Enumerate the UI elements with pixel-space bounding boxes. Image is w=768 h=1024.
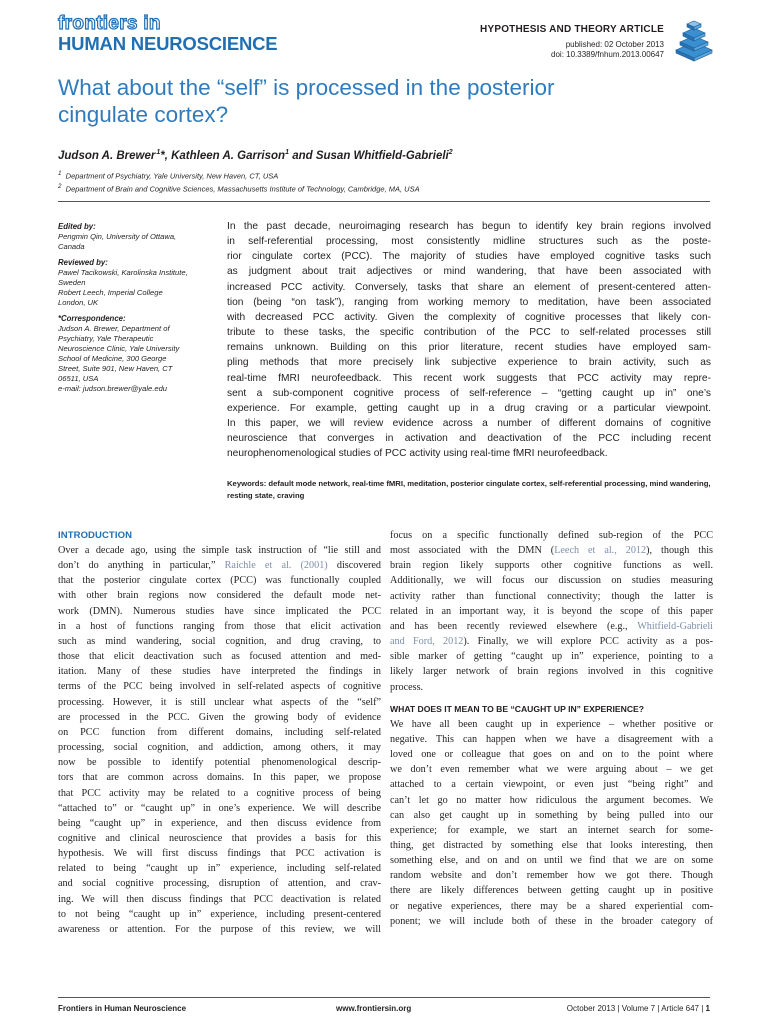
text-line (58, 801, 381, 816)
affiliation (58, 170, 278, 181)
text-run: neurophenomenological studies of PCC activity using real-time fMRI neurofeedback. (227, 448, 608, 460)
text-line (390, 868, 713, 883)
footer-divider (58, 997, 710, 998)
text-run: ing. We will then discuss findings that PCC deactivation is related (58, 893, 381, 905)
abstract (227, 219, 711, 462)
text-line (390, 823, 713, 838)
text-run: in self-referential processing, most consistently midline structures such as the poste- (227, 236, 711, 248)
text-run: increased PCC activity. Conversely, tasks that share an element of present-centered atten- (227, 281, 711, 293)
text-line (58, 664, 381, 679)
text-run: being “caught up” in experience, and then discuss evidence from (58, 817, 381, 829)
introduction-continued-text (390, 528, 713, 695)
text-line (390, 664, 713, 679)
footer-website-link[interactable]: www.frontiersin.org (336, 1004, 412, 1013)
text-run: awareness or attention. For the purpose of this review, we will (58, 923, 381, 935)
text-line (390, 747, 713, 762)
text-run: processing, social cognition, and addiction, among others, it may (58, 742, 381, 754)
sidebar-line: Street, Suite 901, New Haven, CT (58, 364, 173, 373)
author-name[interactable]: Kathleen A. Garrison (171, 149, 286, 162)
text-run: sent a sub-component cognitive process of self-reference – “getting caught up in” one’s (227, 387, 711, 399)
text-line (227, 234, 711, 249)
correspondence-heading: *Correspondence: (58, 314, 126, 323)
text-line (58, 861, 381, 876)
text-line (58, 695, 381, 710)
publication-info (551, 40, 664, 60)
text-run: Additionally, we will focus our discussion on studies measuring (390, 575, 713, 587)
text-line (58, 740, 381, 755)
author-list (58, 149, 453, 162)
text-run: we don’t even remember what we were arguing about – we get (390, 764, 713, 776)
text-run: discovered (327, 560, 381, 572)
text-line (390, 573, 713, 588)
text-line (390, 558, 713, 573)
footer-issue-info (567, 1004, 710, 1013)
text-run: there are likely differences between getting caught up in positive (390, 885, 713, 897)
text-line (58, 831, 381, 846)
reviewed-by-heading: Reviewed by: (58, 258, 108, 267)
text-line (58, 649, 381, 664)
email-link[interactable]: e-mail: judson.brewer@yale.edu (58, 384, 168, 393)
text-line (390, 883, 713, 898)
footer-issue-text: October 2013 | Volume 7 | Article 647 | (566, 1004, 704, 1013)
text-line (390, 680, 713, 695)
text-line (58, 543, 381, 558)
text-line (58, 573, 381, 588)
text-run: attached to a certain viewpoint, or even just “being right” and (390, 779, 713, 791)
author-name[interactable]: Susan Whitfield-Gabrieli (315, 149, 449, 162)
text-run: tion (being “on task”), ranging from working memory to meditation, have been associated (227, 296, 711, 308)
text-line (227, 340, 711, 355)
text-run: ponent; we will include both of these in the broader category of (390, 915, 713, 927)
text-line (227, 295, 711, 310)
sidebar-line: School of Medicine, 300 George (58, 354, 167, 363)
text-run: process. (390, 681, 424, 693)
affiliation-text: Department of Psychiatry, Yale University, New Haven, CT, USA (65, 171, 279, 181)
text-run: or negative experiences, there may be a shared experiential com- (390, 900, 713, 912)
text-line (58, 816, 381, 831)
text-run: rior cingulate cortex (PCC). The majority of studies have employed cognitive tasks such (227, 251, 711, 263)
text-line (227, 219, 711, 234)
text-run: work (DMN). Numerous studies have since implicated the PCC (58, 605, 381, 617)
text-run: terms of the PCC being involved in self-related aspects of cognitive (58, 681, 381, 693)
text-run: hypothesis. We will first discuss findings that PCC activation is (58, 848, 381, 860)
text-run: now be possible to identify potential phenomenological descrip- (58, 757, 381, 769)
text-run: that the posterior cingulate cortex (PCC) was functionally coupled (58, 575, 381, 587)
affiliation-text: Department of Brain and Cognitive Sciences, Massachusetts Institute of Technology, Cambridge, MA, USA (65, 184, 420, 194)
header-divider (58, 201, 710, 202)
citation-link[interactable]: Leech et al., 2012 (554, 545, 647, 557)
text-line (58, 710, 381, 725)
journal-logo[interactable] (58, 14, 318, 54)
article-title (58, 74, 698, 128)
text-line (390, 838, 713, 853)
text-run: remains unknown. Building on this prior literature, recent studies have employed sam- (227, 342, 711, 354)
text-run: activity rather than functional connectivity; though the latter is (390, 590, 713, 602)
text-run: Over a decade ago, using the simple task instruction of “lie still and (58, 545, 381, 556)
text-run: with other brain regions now considered the default mode net- (58, 590, 381, 602)
article-type: HYPOTHESIS AND THEORY ARTICLE (480, 24, 664, 35)
text-line (58, 846, 381, 861)
text-run: that PCC activity may be related to a cognitive process of being (58, 787, 381, 799)
text-line (390, 604, 713, 619)
text-line (227, 280, 711, 295)
sidebar-line: Neuroscience Clinic, Yale University (58, 344, 180, 353)
affiliation-number: 2 (58, 183, 62, 190)
published-date: published: 02 October 2013 (565, 40, 664, 49)
text-run: and social cognitive processing, disruption of attention, and crav- (58, 878, 381, 890)
text-line (227, 264, 711, 279)
text-run: cognitive and clinical neuroscience that provides a basis for this (58, 832, 381, 844)
text-line (227, 310, 711, 325)
text-run: related to being “caught up in” experience, including self-related (58, 863, 381, 875)
caught-up-section-text (390, 717, 713, 929)
editorial-sidebar (58, 222, 218, 394)
text-line (58, 907, 381, 922)
text-line (58, 876, 381, 891)
text-line (227, 446, 711, 461)
text-run: “attached to” or “caught up” in one’s experience. We will describe (58, 802, 381, 814)
text-line (390, 649, 713, 664)
author-affiliation-mark: 1 (285, 149, 289, 156)
text-run: to not being “caught up in” experience, including present-centered (58, 908, 381, 920)
text-line (227, 355, 711, 370)
author-name[interactable]: Judson A. Brewer (58, 149, 156, 162)
text-run: pling methods that more precisely link subjective experience to brain activity, such as (227, 357, 711, 369)
text-line (58, 755, 381, 770)
introduction-text (58, 543, 381, 937)
text-run: real-time fMRI neurofeedback. This recent work suggests that PCC activity may repre- (227, 372, 711, 384)
text-line (390, 853, 713, 868)
text-run: experience. For example, getting caught up in a drug craving or a particular viewpoint. (227, 402, 711, 414)
affiliation (58, 183, 420, 194)
sidebar-line: Robert Leech, Imperial College (58, 288, 163, 297)
author-conjunction: and (292, 149, 313, 162)
text-line (58, 634, 381, 649)
text-line (58, 770, 381, 785)
text-line (390, 762, 713, 777)
text-line (58, 588, 381, 603)
text-run: in a host of functions ranging from those that elicit activation (58, 620, 381, 632)
text-line (58, 679, 381, 694)
text-line (227, 249, 711, 264)
text-run: are processed in the PCC. Given the growing body of evidence (58, 711, 381, 723)
sidebar-line: Sweden (58, 278, 86, 287)
text-line (58, 558, 381, 573)
text-line (390, 793, 713, 808)
text-run: experience; for example, we start an internet search for some- (390, 824, 713, 836)
text-line (390, 914, 713, 929)
text-line (390, 899, 713, 914)
text-run: We have all been caught up in experience – whether positive or (390, 718, 713, 730)
edited-by-heading: Edited by: (58, 222, 96, 231)
text-line (390, 528, 713, 543)
citation-link[interactable]: Whitfield-Gabrieli (637, 620, 713, 632)
text-run: itation. Many of these studies have interpreted the findings in (58, 666, 381, 678)
text-run: focus on a specific functionally defined sub-region of the PCC (390, 530, 713, 541)
page-number: 1 (705, 1004, 710, 1013)
text-run: can’t let go no matter how ridiculous the argument becomes. We (390, 794, 713, 806)
sidebar-line: Judson A. Brewer, Department of (58, 324, 170, 333)
text-run: brain region likely supports other cognitive functions as well. (390, 560, 713, 572)
sidebar-line: Canada (58, 242, 85, 251)
text-run: on PCC function from different domains, including self-related (58, 726, 381, 738)
text-run: random website and don’t remember how we got there. Though (390, 870, 713, 882)
text-line (58, 892, 381, 907)
section-heading-caught-up: WHAT DOES IT MEAN TO BE “CAUGHT UP IN” EXPERIENCE? (390, 703, 645, 714)
sidebar-line: Pengmin Qin, University of Ottawa, (58, 232, 177, 241)
text-line (58, 922, 381, 937)
text-run: sible marker of getting “caught up in” experience, pointing to a (390, 651, 713, 663)
section-heading-introduction: INTRODUCTION (58, 530, 133, 541)
text-line (390, 589, 713, 604)
text-run: thing, get distracted by something else that looks interesting, then (390, 839, 713, 851)
text-line (58, 604, 381, 619)
logo-journal-name: HUMAN NEUROSCIENCE (58, 33, 278, 54)
sidebar-line: 06511, USA (58, 374, 99, 383)
text-run: likely larger network of brain regions involved in this cognitive (390, 666, 713, 678)
text-run: ). Finally, we will explore PCC activity as a pos- (463, 636, 713, 648)
text-run: most associated with the DMN ( (390, 545, 555, 557)
text-line (390, 808, 713, 823)
article-title-line: What about the “self” is processed in the posterior (58, 75, 555, 100)
sidebar-line: Pawel Tacikowski, Karolinska Institute, (58, 268, 188, 277)
author-affiliation-mark: 1 (156, 149, 161, 156)
text-run: with decreased PCC activity. Given the complexity of cognitive processes that likely con- (227, 311, 711, 323)
logo-frontiers-text: frontiers in (58, 13, 161, 34)
text-run: loved one or colleague that goes on and on to the point where (390, 749, 713, 761)
body-column-left (58, 528, 381, 937)
text-run: tribute to these tasks, the specific contribution of the PCC to self-related processes still (227, 327, 711, 339)
text-line (227, 325, 711, 340)
sidebar-line: London, UK (58, 298, 99, 307)
text-run: such as mind wandering, social cognition, and drug craving, to (58, 635, 381, 647)
text-line (227, 386, 711, 401)
body-column-right (390, 528, 713, 929)
text-run: negative. This can happen when we have a disagreement with a (390, 733, 713, 745)
text-run: can also get caught up in something by being pulled into our (390, 809, 713, 821)
text-run: ), though this (646, 545, 713, 557)
sidebar-line: Psychiatry, Yale Therapeutic (58, 334, 154, 343)
stacked-blocks-icon (672, 14, 716, 62)
affiliation-number: 1 (58, 170, 62, 177)
text-run: related in an important way, it is beyond the scope of this paper (390, 605, 713, 617)
footer-journal-name: Frontiers in Human Neuroscience (58, 1004, 187, 1013)
text-run: In the past decade, neuroimaging research has begun to identify key brain regions involved (227, 221, 711, 232)
text-run: don’t do anything in particular,” (58, 560, 225, 572)
text-line (227, 371, 711, 386)
text-line (390, 717, 713, 732)
text-run: something else, and on and on until we find that we are on some (390, 855, 713, 867)
text-line (227, 416, 711, 431)
text-run: as judgment about trait adjectives or mind wandering, that have been associated with (227, 266, 711, 278)
text-line (58, 619, 381, 634)
text-line (390, 732, 713, 747)
text-run: processing. However, it is still unclear what aspects of the “self” (58, 696, 381, 708)
text-line (227, 431, 711, 446)
text-line (390, 619, 713, 634)
keywords: Keywords: default mode network, real-time fMRI, meditation, posterior cingulate cortex, self-referential processing, mind wandering, resting state, craving (227, 479, 711, 500)
text-run: and has been recently reviewed elsewhere (e.g., (390, 620, 638, 632)
corresponding-mark: *, (160, 149, 168, 162)
text-line (390, 543, 713, 558)
text-line (58, 725, 381, 740)
citation-link[interactable]: Raichle et al. (2001) (224, 560, 328, 572)
text-run: neuroscience that converges in activation and deactivation of the PCC including recent (227, 433, 711, 445)
text-line (227, 401, 711, 416)
text-run: In this paper, we will review evidence across a number of different domains of cognitive (227, 418, 711, 430)
text-line (58, 786, 381, 801)
citation-link[interactable]: and Ford, 2012 (390, 636, 464, 648)
article-title-line: cingulate cortex? (58, 102, 229, 127)
text-run: those that elicit deactivation such as focused attention and med- (58, 651, 381, 663)
text-line (390, 777, 713, 792)
doi[interactable]: doi: 10.3389/fnhum.2013.00647 (551, 50, 664, 59)
text-line (390, 634, 713, 649)
author-affiliation-mark: 2 (448, 149, 453, 156)
text-run: tors that are common across domains. In this paper, we propose (58, 772, 381, 784)
